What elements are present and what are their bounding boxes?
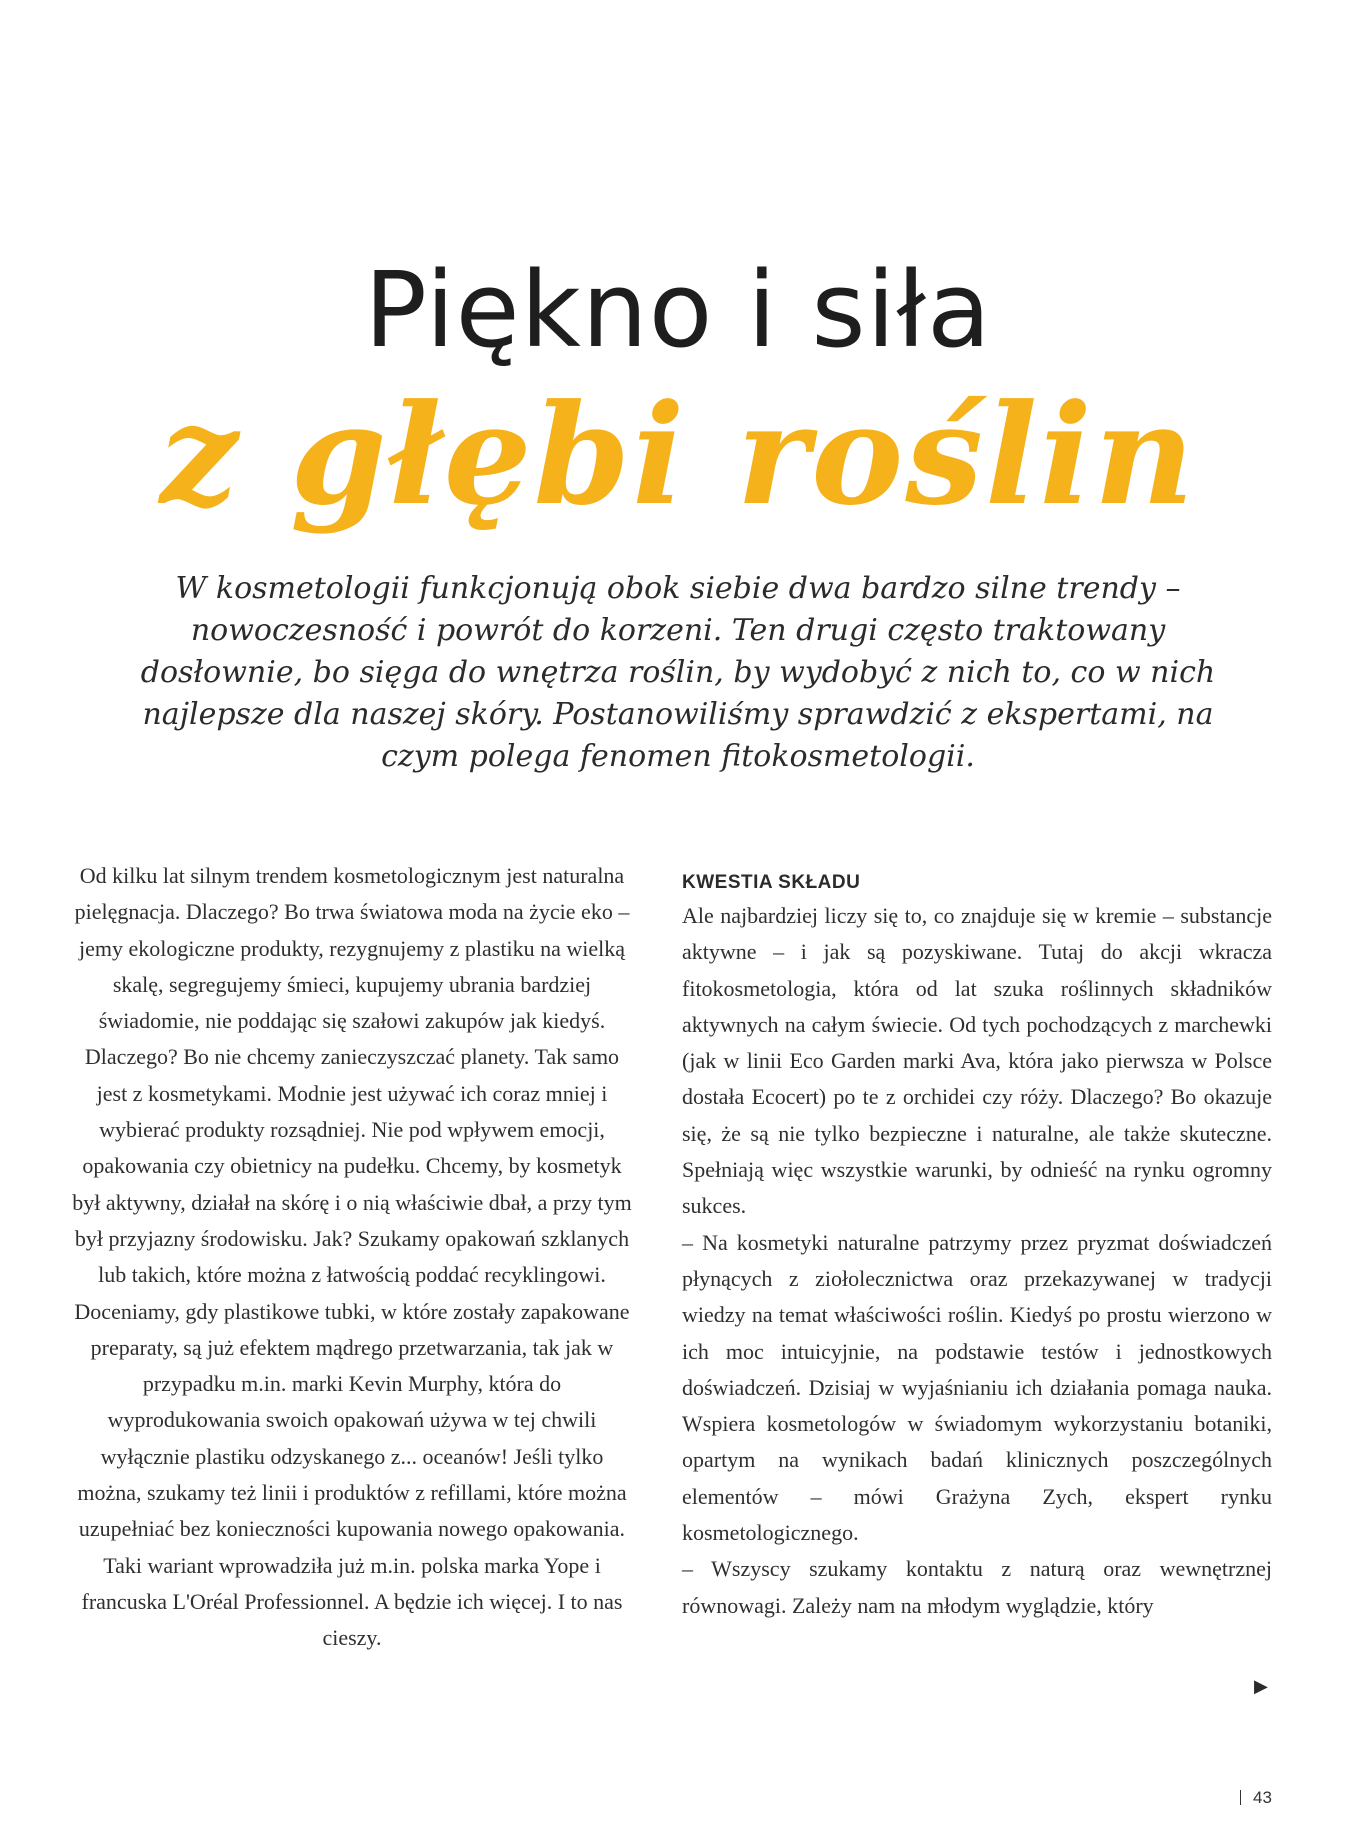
right-paragraph: – Wszyscy szukamy kontaktu z naturą oraz wewnętrznej równowagi. Zależy nam na młodym wyglądzie, który: [682, 1556, 1272, 1618]
continue-arrow-icon: ▶: [1254, 1676, 1268, 1697]
title-line-2: z głębi roślin: [159, 373, 1197, 536]
divider: [1240, 1790, 1241, 1805]
right-column: [682, 868, 1272, 1624]
left-column-text: Od kilku lat silnym trendem kosmetologicznym jest naturalna pielęgnacja. Dlaczego? Bo trwa światowa moda na życie eko – jemy ekologiczne produkty, rezygnujemy z plastiku na wielką skalę, segregujemy śmieci, kupujemy ubrania bardziej świadomie, nie poddając się szałowi zakupów jak kiedyś. Dlaczego? Bo nie chcemy zanieczyszczać planety. Tak samo jest z kosmetykami. Modnie jest używać ich coraz mniej i wybierać produkty rozsądniej. Nie pod wpływem emocji, opakowania czy obietnicy na pudełku. Chcemy, by kosmetyk był aktywny, działał na skórę i o nią właściwie dbał, a przy tym był przyjazny środowisku. Jak? Szukamy opakowań szklanych lub takich, które można z łatwością poddać recyklingowi. Doceniamy, gdy plastikowe tubki, w które zostały zapakowane preparaty, są już efektem mądrego przetwarzania, tak jak w przypadku m.in. marki Kevin Murphy, która do wyprodukowania swoich opakowań używa w tej chwili wyłącznie plastiku odzyskanego z... oceanów! Jeśli tylko można, szukamy też linii i produktów z refillami, które można uzupełniać bez konieczności kupowania nowego opakowania. Taki wariant wprowadziła już m.in. polska marka Yope i francuska L'Oréal Professionnel. A będzie ich więcej. I to nas cieszy.: [72, 863, 632, 1651]
page-footer: [1240, 1788, 1272, 1808]
page-number: 43: [1253, 1788, 1272, 1807]
lead-paragraph: W kosmetologii funkcjonują obok siebie dwa bardzo silne trendy – nowoczesność i powrót do korzeni. Ten drugi często traktowany dosłownie, bo sięga do wnętrza roślin, by wydobyć z nich to, co w nich najlepsze dla naszej skóry. Postanowiliśmy sprawdzić z ekspertami, na czym polega fenomen fitokosmetologii.: [140, 571, 1216, 774]
title-line-1: Piękno i siła: [364, 249, 992, 371]
section-heading: KWESTIA SKŁADU: [682, 872, 861, 893]
right-paragraph: Ale najbardziej liczy się to, co znajduje się w kremie – substancje aktywne – i jak są pozyskiwane. Tutaj do akcji wkracza fitokosmetologia, która od lat szuka roślinnych składników aktywnych na całym świecie. Od tych pochodzących z marchewki (jak w linii Eco Garden marki Ava, która jako pierwsza w Polsce dostała Ecocert) po te z orchidei czy róży. Dlaczego? Bo okazuje się, że są nie tylko bezpieczne i naturalne, ale także skuteczne. Spełniają więc wszystkie warunki, by odnieść na rynku ogromny sukces.: [682, 903, 1272, 1219]
right-paragraph: – Na kosmetyki naturalne patrzymy przez pryzmat doświadczeń płynących z ziołolecznictwa oraz przekazywanej w tradycji wiedzy na temat właściwości roślin. Kiedyś po prostu wierzono w ich moc intuicyjnie, na podstawie testów i jednostkowych doświadczeń. Dzisiaj w wyjaśnianiu ich działania pomaga nauka. Wspiera kosmetologów w świadomym wykorzystaniu botaniki, opartym na wynikach badań klinicznych poszczególnych elementów – mówi Grażyna Zych, ekspert rynku kosmetologicznego.: [682, 1229, 1272, 1546]
